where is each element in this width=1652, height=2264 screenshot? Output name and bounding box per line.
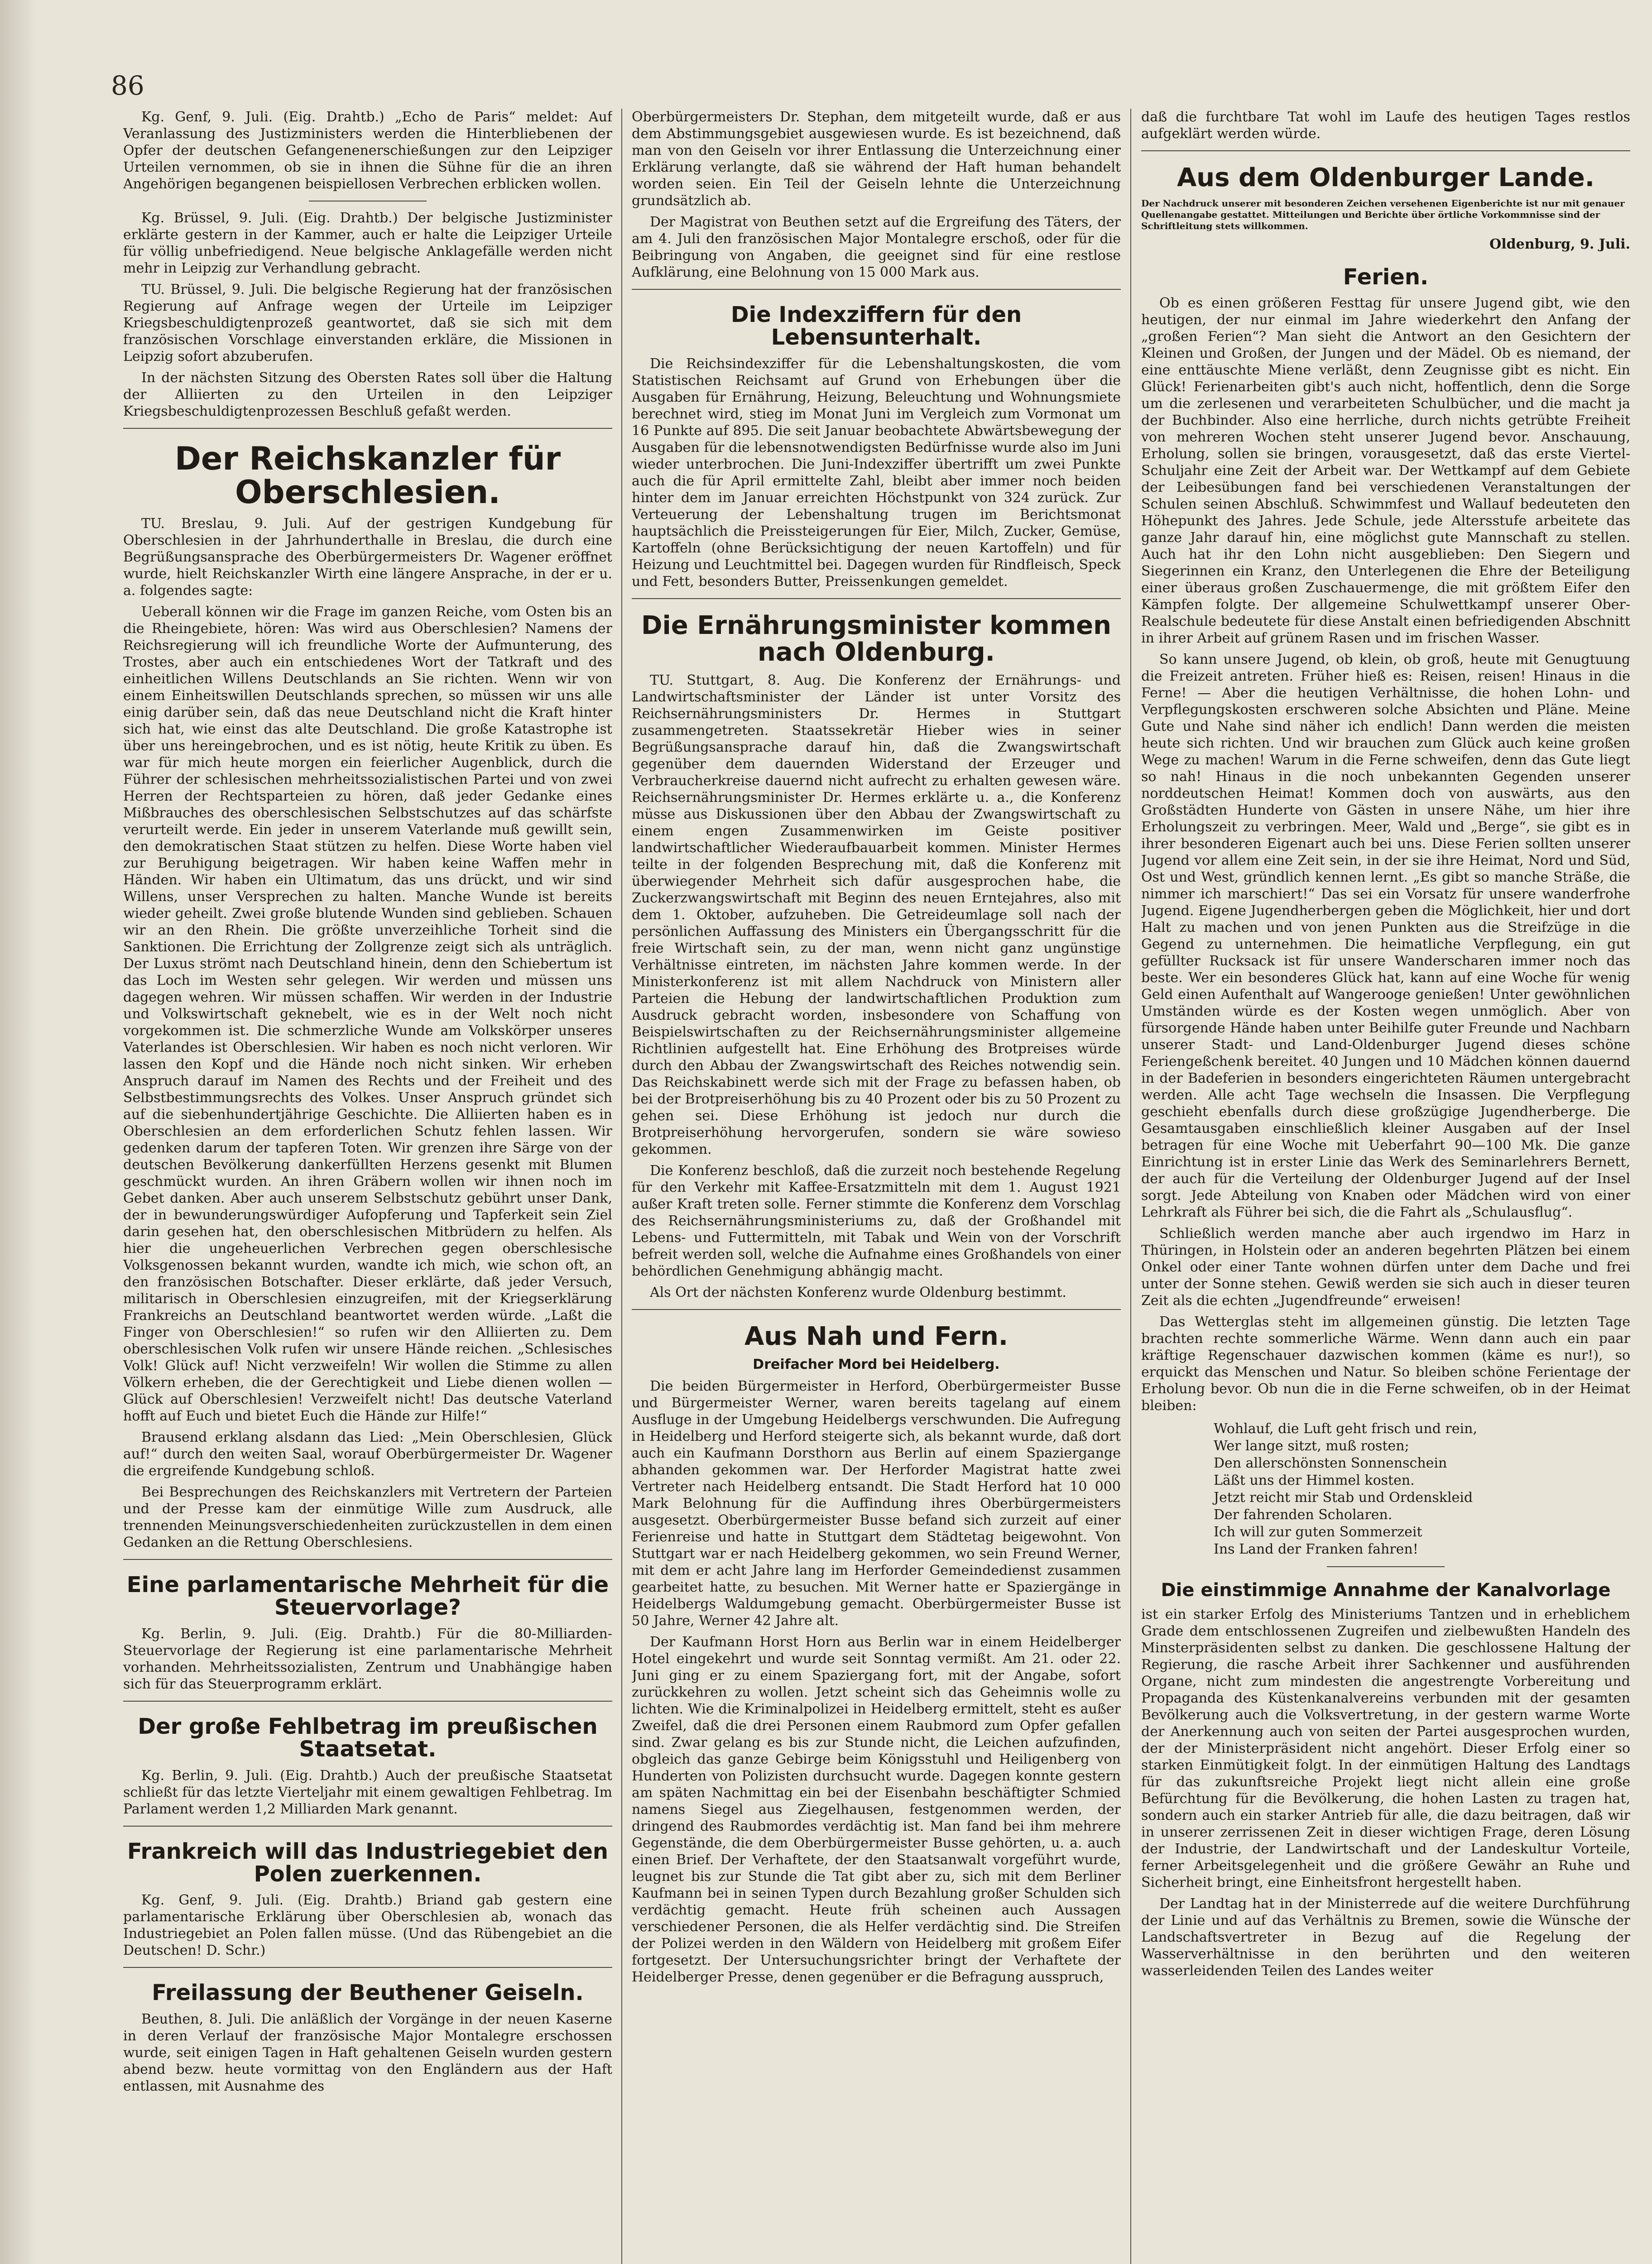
separator-rule (632, 1309, 1121, 1310)
article-paragraph: Kg. Berlin, 9. Juli. (Eig. Drahtb.) Auch der preußische Staatsetat schließt für das letzte Vierteljahr mit einem gewaltigen Fehlbetrag. Im Parlament werden 1,2 Milliarden Mark genannt. (123, 1767, 612, 1817)
article-paragraph: Der Kaufmann Horst Horn aus Berlin war in einem Heidelberger Hotel eingekehrt und wurde seit Sonntag vermißt. Am 21. oder 22. Juni ging er zu einem Spaziergang fort, mit der Angabe, sofort zurückkehren zu wollen. Jetzt scheint sich das Geheimnis wolle zu lichten. Wie die Kriminalpolizei in Heidelberg ermittelt, steht es außer Zweifel, daß die drei Personen einem Raubmord zum Opfer gefallen sind. Zwar gelang es bis zur Stunde nicht, die Leichen aufzufinden, obgleich das ganze Gebirge beim Königsstuhl und Heiligenberg von Hunderten von Polizisten durchsucht wurde. Dagegen konnte gestern am späten Nachmittag ein bei der Eisenbahn beschäftigter Schmied namens Siegel aus Ziegelhausen, festgenommen werden, der dringend des Raubmordes verdächtig ist. Man fand bei ihm mehrere Gegenstände, die dem Oberbürgermeister Busse gehörten, u. a. auch einen Brief. Der Verhaftete, der den Staatsanwalt vorgeführt wurde, leugnet bis zur Stunde die Tat gibt aber zu, sich mit dem Berliner Kaufmann bei in seinen Typen durch Bezahlung großer Schulden sich verdächtig gemacht. Heute früh scheinen auch Aussagen verschiedener Personen, die als Helfer verdächtig sind. Die Streifen der Polizei werden in den Wäldern von Heidelberg mit großem Eifer fortgesetzt. Der Untersuchungsrichter bringt der Verhaftete der Heidelberger Presse, denen gegenüber er die Befragung ausspruch, (632, 1634, 1121, 1986)
separator-rule (123, 1701, 612, 1702)
poem-line: Der fahrenden Scholaren. (1214, 1507, 1393, 1523)
article-paragraph: Die Reichsindexziffer für die Lebenshaltungskosten, die vom Statistischen Reichsamt auf Grund von Erhebungen über die Ausgaben für Ernährung, Heizung, Beleuchtung und Wohnungsmiete berechnet wird, stieg im Monat Juni im Vergleich zum Vormonat um 16 Punkte auf 895. Die seit Januar beobachtete Abwärtsbewegung der Ausgaben für die lebensnotwendigsten Bedürfnisse wurde also im Juni wieder unterbrochen. Die Juni-Indexziffer übertrifft um zwei Punkte auch die für April ermittelte Zahl, bleibt aber immer noch beiden hinter dem im Januar erreichten Höchstpunkt von 324 zurück. Zur Verteuerung der Lebenshaltung trugen im Berichtsmonat hauptsächlich die Preissteigerungen für Eier, Milch, Zucker, Gemüse, Kartoffeln (ohne Berücksichtigung der neuen Kartoffeln) und für Heizung und Leuchtmittel bei. Dagegen wurden für Rindfleisch, Speck und Fett, besonders Butter, Preissenkungen gemeldet. (632, 355, 1121, 590)
column-middle (632, 109, 1121, 2264)
separator-rule (123, 428, 612, 429)
poem-line: Ins Land der Franken fahren! (1214, 1541, 1418, 1558)
column-divider (1130, 109, 1131, 2264)
separator-rule (123, 1967, 612, 1968)
headline-aus-nah-und-fern: Aus Nah und Fern. (744, 1322, 1008, 1352)
headline-geiseln: Freilassung der Beuthener Geiseln. (152, 1980, 584, 2006)
article-paragraph: Kg. Brüssel, 9. Juli. (Eig. Drahtb.) Der belgische Justizminister erklärte gestern in der Kammer, auch er halte die Leipziger Urteile für völlig unbefriedigend. Neue belgische Anklagefälle werden nicht mehr in Leipzig zur Verhandlung gebracht. (123, 210, 612, 276)
poem-line: Läßt uns der Himmel kosten. (1214, 1473, 1415, 1489)
page-edge-shadow (0, 0, 36, 2264)
headline-staatsetat: Der große Fehlbetrag im preußischen Staatsetat. (138, 1713, 598, 1762)
article-paragraph: TU. Breslau, 9. Juli. Auf der gestrigen Kundgebung für Oberschlesien in der Jahrhunderthalle in Breslau, die durch eine Begrüßungsansprache des Oberbürgermeisters Dr. Wagener eröffnet wurde, hielt Reichskanzler Wirth eine längere Ansprache, in der er u. a. folgendes sagte: (123, 516, 612, 599)
reprint-notice: Der Nachdruck unserer mit besonderen Zeichen versehenen Eigenberichte ist nur mit genauer Quellenangabe gestattet. Mitteilungen und Berichte über örtliche Vorkommnisse sind der Schriftleitung stets willkommen. (1141, 197, 1625, 231)
article-paragraph: Beuthen, 8. Juli. Die anläßlich der Vorgänge in der neuen Kaserne in deren Verlauf der französische Major Montalegre erschossen wurde, seit einigen Tagen in Haft gehaltenen Geiseln wurden gestern abend bezw. heute vormittag von den Engländern aus der Haft entlassen, mit Ausnahme des (123, 2011, 612, 2094)
column-divider (621, 109, 622, 2264)
article-paragraph: In der nächsten Sitzung des Obersten Rates soll über die Haltung der Alliierten zu den Urteilen in den Leipziger Kriegsbeschuldigtenprozessen Beschluß gefaßt werden. (123, 370, 612, 419)
poem-line: Wer lange sitzt, muß rosten; (1214, 1438, 1409, 1454)
separator-rule (632, 598, 1121, 599)
separator-rule (1141, 150, 1630, 151)
column-right (1141, 109, 1630, 2264)
column-left (123, 109, 612, 2264)
article-paragraph: Kg. Berlin, 9. Juli. (Eig. Drahtb.) Für die 80-Milliarden-Steuervorlage der Regierung ist eine parlamentarische Mehrheit vorhanden. Mehrheitssozialisten, Zentrum und Unabhängige haben sich für das Steuerprogramm erklärt. (123, 1626, 612, 1692)
article-paragraph: Kg. Genf, 9. Juli. (Eig. Drahtb.) „Echo de Paris“ meldet: Auf Veranlassung des Justizministers werden die Hinterbliebenen der Opfer der deutschen Gefangenenerschießungen zur den Leipziger Urteilen vernommen, ob sie in ihnen die Sühne für die an ihren Angehörigen begangenen beispiellosen Verbrechen erblicken wollen. (123, 109, 612, 192)
article-paragraph: ist ein starker Erfolg des Ministeriums Tantzen und in erheblichem Grade dem entschlossenen Zugreifen und zielbewußten Handeln des Minsterpräsidenten selbst zu danken. Die geschlossene Haltung der Regierung, die rasche Arbeit ihrer Sachkenner und ausführenden Organe, nicht zum mindesten die angestrengte Vorbereitung und Propaganda des Küstenkanalvereins verbunden mit der gesamten Bevölkerung auch die Volksvertretung, in der gestern warme Worte der Anerkennung auch von seiten der Partei ausgesprochen wurden, der der Ministerpräsident nicht angehört. Dieser Erfolg einer so starken Einmütigkeit folgt. In der einmütigen Haltung des Landtags für das zukunftsreiche Projekt liegt nicht allein eine große Befürchtung für die Bevölkerung, die hohen Lasten zu tragen hat, sondern auch ein starker Antrieb für alle, die dazu beitragen, daß wir in unserer zerrissenen Zeit in dieser wichtigen Frage, deren Lösung der Industrie, der Landwirtschaft und der Landeskultur Vorteile, ferner Arbeitsgelegenheit und die größere Gewähr an Ruhe und Sicherheit bringt, eine Einheitsfront hergestellt haben. (1141, 1607, 1630, 1891)
headline-reichskanzler: Der Reichskanzler für Oberschlesien. (174, 440, 561, 511)
separator-rule (1327, 1566, 1445, 1567)
article-paragraph: So kann unsere Jugend, ob klein, ob groß, heute mit Genugtuung die Freizeit antreten. Früher hieß es: Reisen, reisen! Hinaus in die Ferne! — Aber die heutigen Verhältnisse, die hohen Lohn- und Verpflegungskosten erschweren solche Absichten und Pläne. Meine Gute und Nahe sind näher ich endlich! Dann werden die meisten heute sich richten. Und wir brauchen zum Glück auch keine großen Wege zu machen! Warum in die Ferne schweifen, denn das Gute liegt so nah! Hinaus in die noch unbekannten Gegenden unserer norddeutschen Heimat! Kommen doch von auswärts, aus den Großstädten Hunderte von Gästen in unsere Nähe, um hier ihre Erholungszeit zu verbringen. Meer, Wald und „Berge“, sie gibt es in ihrer besonderen Eigenart auch bei uns. Diese Ferien sollten unserer Jugend vor allem eine Zeit sein, in der sie ihre Heimat, Nord und Süd, Ost und West, gründlich kennen lernt. „Es gibt so manche Sträße, die nimmer ich marschiert!“ Das sei ein Vorsatz für unsere wanderfrohe Jugend. Eigene Jugendherbergen geben die Möglichkeit, hier und dort Halt zu machen und von jenen Punkten aus die Streifzüge in die Gegend zu unternehmen. Die heimatliche Verpflegung, ein gut gefüllter Rucksack ist für unsere Wanderscharen immer noch das beste. Wer ein besonderes Glück hat, kann auf eine Woche für wenig Geld einen Aufenthalt auf Wangerooge genießen! Unter gewöhnlichen Umständen würde es der Kosten wegen unmöglich. Aber von fürsorgende Hände haben unter Beihilfe guter Freunde und Nachbarn unserer Stadt- und Land-Oldenburger Jugend dieses schöne Feriengeßchenk bereitet. 40 Jungen und 10 Mädchen können dauernd in der Badeferien in besonders eingerichteten Räumen untergebracht werden. Alle acht Tage wechseln die Insassen. Die Verpflegung geschieht ebenfalls durch diese großzügige Jugendherberge. Die Gesamtausgaben einschließlich kleiner Ausgaben auf der Insel betragen für eine Woche mit Ueberfahrt 90—100 Mk. Die ganze Einrichtung ist in erster Linie das Werk des Seminarlehrers Bernett, der auch für die Verteilung der Oldenburger Jugend auf der Insel sorgt. Jede Abteilung von Knaben oder Mädchen wird von einer Lehrkraft als Führer bei sich, die die Fahrt als „Schulausflug“. (1141, 652, 1630, 1221)
poem-line: Den allerschönsten Sonnenschein (1214, 1455, 1447, 1472)
article-paragraph: TU. Brüssel, 9. Juli. Die belgische Regierung hat der französischen Regierung auf Anfrage wegen der Urteile im Leipziger Kriegsbeschuldigtenprozeß geantwortet, daß sie sich mit dem französischen Vorschlage einverstanden erkläre, die Missionen in Leipzig sofort abzuberufen. (123, 282, 612, 365)
article-paragraph: Schließlich werden manche aber auch irgendwo im Harz in Thüringen, in Holstein oder an anderen begehrten Plätzen bei einem Onkel oder einer Tante wohnen dürfen unter dem Dache und frei unter der Sonne stehen. Gewiß werden sie sich auch in dieser teuren Zeit als die echten „Jugendfreunde“ erweisen! (1141, 1226, 1630, 1309)
article-paragraph: Die Konferenz beschloß, daß die zurzeit noch bestehende Regelung für den Verkehr mit Kaffee-Ersatzmitteln mit dem 1. August 1921 außer Kraft treten solle. Ferner stimmte die Konferenz dem Vorschlag des Reichsernährungsministeriums zu, daß der Großhandel mit Lebens- und Futtermitteln, mit Tabak und Wein von der Vorschrift befreit werden soll, welche die Aufnahme eines Großhandels von einer behördlichen Genehmigung abhängig macht. (632, 1163, 1121, 1280)
headline-steuervorlage: Eine parlamentarische Mehrheit für die Steuervorlage? (126, 1572, 609, 1621)
page-number: 86 (111, 70, 144, 101)
dateline: Oldenburg, 9. Juli. (1489, 236, 1630, 252)
poem-line: Ich will zur guten Sommerzeit (1214, 1524, 1422, 1540)
article-paragraph: Kg. Genf, 9. Juli. (Eig. Drahtb.) Briand gab gestern eine parlamentarische Erklärung über Oberschlesien ab, wonach das Industriegebiet an Polen fallen müsse. (Und das Rübengebiet an die Deutschen! D. Schr.) (123, 1892, 612, 1959)
article-paragraph: Der Landtag hat in der Ministerrede auf die weitere Durchführung der Linie und auf das Verhältnis zu Bremen, sowie die Wünsche der Landschaftsvertreter in Bezug auf die Regelung der Wasserverhältnisse in den berührten und den weiteren wasserleidenden Teilen des Landes weiter (1141, 1896, 1630, 1979)
poem (1214, 1420, 1630, 1558)
article-paragraph: Ueberall können wir die Frage im ganzen Reiche, vom Osten bis an die Rheingebiete, hören: Was wird aus Oberschlesien? Namens der Reichsregierung will ich freundliche Worte der Aufmunterung, des Trostes, aber auch ein entschiedenes Wort der Tatkraft und des einheitlichen Willens Deutschlands an Sie richten. Wenn wir von einem Einheitswillen Deutschlands sprechen, so müssen wir uns alle einig darüber sein, daß das neue Deutschland nicht die Kraft hinter sich hat, wie einst das alte Deutschland. Die große Katastrophe ist über uns hereingebrochen, und es ist nötig, heute Kritik zu üben. Es war für mich heute morgen ein feierlicher Augenblick, durch die Führer der schlesischen mehrheitssozialistischen Partei und von zwei Herren der Rechtsparteien zu hören, daß jeder Gedanke eines Mißbrauches des oberschlesischen Selbstschutzes auf das schärfste verurteilt werde. Ein jeder in unserem Vaterlande muß gewillt sein, den demokratischen Staat stützen zu helfen. Diese Worte haben viel zur Beruhigung beigetragen. Wir haben keine Waffen mehr in Händen. Wir haben ein Ultimatum, das uns drückt, und wir sind Willens, unser Versprechen zu halten. Manche Wunde ist bereits wieder geheilt. Zwei große blutende Wunden sind geblieben. Schauen wir an den Rhein. Die größte unverzeihliche Torheit sind die Sanktionen. Die Errichtung der Zollgrenze zeigt sich als unträglich. Der Luxus strömt nach Deutschland hinein, denn den Schiebertum ist das Loch im Westen sehr gelegen. Wir werden und müssen uns dagegen wehren. Wir müssen schaffen. Wir werden in der Industrie und Volkswirtschaft geknebelt, wie es in der Welt noch nicht vorgekommen ist. Die schmerzliche Wunde am Volkskörper unseres Vaterlandes ist Oberschlesien. Wir haben es noch nicht verloren. Wir lassen den Kopf und die Hände noch nicht sinken. Wir erheben Anspruch darauf im Namen des Rechts und der Freiheit und des Selbstbestimmungsrechts des Volkes. Unser Anspruch gründet sich auf die siebenhundertjährige Geschichte. Die Alliierten haben es in Oberschlesien an dem erforderlichen Schutz fehlen lassen. Wir gedenken darum der tapferen Toten. Wir grenzen ihre Särge von der deutschen Bevölkerung dankerfüllten Herzens gesenkt mit Blumen geschmückt wurden. An ihren Gräbern wollen wir ihnen noch im Gebet danken. Aber auch unserem Selbstschutz gebührt unser Dank, der in bewunderungswürdiger Aufopferung und Tapferkeit sein Ziel darin gesehen hat, den oberschlesischen Mitbrüdern zu helfen. Als hier die ungeheuerlichen Verbrechen gegen oberschlesische Volksgenossen bekannt wurden, wandte ich mich, wie schon oft, an den französischen Botschafter. Dieser erklärte, daß jeder Versuch, militarisch in Oberschlesien einzugreifen, mit der Kriegserklärung Frankreichs an Deutschland beantwortet werden würde. „Laßt die Finger von Oberschlesien!“ so rufen wir den Alliierten zu. Dem oberschlesischen Volk rufen wir unsere Hände reichen. „Schlesisches Volk! Glück auf! Nicht verzweifeln! Wir wollen die Stimme zu allen Völkern erheben, die der Gerechtigkeit und Liebe dienen wollen — Glück auf Oberschlesien! Verzweifelt nicht! Das deutsche Vaterland hofft auf Euch und bietet Euch die Hände zur Hilfe!“ (123, 604, 612, 1424)
headline-ernaehrungsminister: Die Ernährungsminister kommen nach Oldenburg. (641, 610, 1111, 667)
headline-industriegebiet: Frankreich will das Industriegebiet den Polen zuerkennen. (127, 1838, 609, 1887)
article-paragraph: Das Wetterglas steht im allgemeinen günstig. Die letzten Tage brachten rechte sommerliche Wärme. Wenn dann auch ein paar kräftige Regenschauer dazwischen kommen (käme es nur!), so erquickt das Menschen und Natur. So bleiben schöne Ferientage der Erholung bevor. Ob nun die in die Ferne schweifen, ob in der Heimat bleiben: (1141, 1314, 1630, 1414)
article-paragraph: TU. Stuttgart, 8. Aug. Die Konferenz der Ernährungs- und Landwirtschaftsminister der Länder ist unter Vorsitz des Reichsernährungsministers Dr. Hermes in Stuttgart zusammengetreten. Staatssekretär Hieber wies in seiner Begrüßungsansprache darauf hin, daß die Zwangswirtschaft gegenüber dem dauernden Widerstand der Erzeuger und Verbraucherkreise dauernd nicht aufrecht zu erhalten gewesen wäre. Reichsernährungsminister Dr. Hermes erklärte u. a., die Konferenz müsse aus Diskussionen über den Abbau der Zwangswirtschaft zu einem engen Zusammenwirken im Geiste positiver landwirtschaftlicher Wiederaufbauarbeit kommen. Minister Hermes teilte in der folgenden Besprechung mit, daß die Konferenz mit überwiegender Mehrheit sich dafür ausgesprochen habe, die Zuckerzwangswirtschaft mit Beginn des neuen Erntejahres, also mit dem 1. Oktober, aufzuheben. Die Getreideumlage soll nach der persönlichen Auffassung des Ministers ein Übergangsschritt für die freie Wirtschaft sein, zu der man, wenn nicht ganz ungünstige Verhältnisse eintreten, im nächsten Jahre kommen werde. In der Ministerkonferenz ist mit allem Nachdruck von Ministern aller Parteien die Hebung der landwirtschaftlichen Produktion zum Ausdruck gebracht worden, insbesondere von Schaffung von Beispielswirtschaften zu der Reichsernährungsminister allgemeine Richtlinien aufgestellt hat. Eine Erhöhung des Brotpreises würde durch den Abbau der Zwangswirtschaft des Reiches notwendig sein. Das Reichskabinett werde sich mit der Frage zu befassen haben, ob bei der Brotpreiserhöhung bis zu 40 Prozent oder bis zu 50 Prozent zu gehen sei. Diese Erhöhung ist jedoch nur durch die Brotpreiserhöhung hervorgerufen, sondern sie wäre sowieso gekommen. (632, 672, 1121, 1158)
headline-indexziffern: Die Indexziffern für den Lebensunterhalt. (730, 302, 1022, 350)
separator-rule (632, 289, 1121, 290)
subheadline-dreifacher-mord: Dreifacher Mord bei Heidelberg. (753, 1357, 1000, 1373)
article-paragraph: Als Ort der nächsten Konferenz wurde Oldenburg bestimmt. (650, 1285, 1066, 1301)
article-paragraph: Bei Besprechungen des Reichskanzlers mit Vertretern der Parteien und der Presse kam der einmütige Wille zum Ausdruck, alle trennenden Meinungsverschiedenheiten zurückzustellen in dem einen Gedanken an die Rettung Oberschlesiens. (123, 1484, 612, 1550)
article-paragraph: Die beiden Bürgermeister in Herford, Oberbürgermeister Busse und Bürgermeister Werner, waren bereits tagelang auf einem Ausfluge in der Umgebung Heidelbergs verschwunden. Die Aufregung in Heidelberg und Herford steigerte sich, als bekannt wurde, daß dort auch ein Kaufmann Dorsthorn aus Berlin auf einem Spaziergange abhanden gekommen war. Der Herforder Magistrat hatte zwei Vertreter nach Heidelberg entsandt. Die Stadt Herford hat 10 000 Mark Belohnung für die Auffindung ihres Oberbürgermeisters ausgesetzt. Oberbürgermeister Busse befand sich zurzeit auf einer Ferienreise und hatte in Stuttgart dem Städtetag beigewohnt. Von Stuttgart war er nach Heidelberg gekommen, wo sein Freund Werner, mit dem er acht Jahre lang im Herforder Gemeindedienst zusammen gearbeitet hatte, zu besuchen. Mit Werner hatte er Spaziergänge in Heidelbergs Waldumgebung gemacht. Oberbürgermeister Busse ist 50 Jahre, Werner 42 Jahre alt. (632, 1378, 1121, 1629)
article-paragraph: Der Magistrat von Beuthen setzt auf die Ergreifung des Täters, der am 4. Juli den französischen Major Montalegre erschoß, oder für die Beibringung von Angaben, die geeignet sind für eine restlose Aufklärung, eine Belohnung von 15 000 Mark aus. (632, 214, 1121, 280)
poem-line: Wohlauf, die Luft geht frisch und rein, (1214, 1421, 1478, 1437)
article-paragraph: Brausend erklang alsdann das Lied: „Mein Oberschlesien, Glück auf!“ durch den weiten Saal, worauf Oberbürgermeister Dr. Wagener die ergreifende Kundgebung schloß. (123, 1429, 612, 1479)
headline-oldenburger-lande: Aus dem Oldenburger Lande. (1177, 163, 1595, 192)
subheadline-ferien: Ferien. (1343, 264, 1429, 290)
headline-kanalvorlage: Die einstimmige Annahme der Kanalvorlage (1161, 1580, 1611, 1601)
article-paragraph: Ob es einen größeren Festtag für unsere Jugend gibt, wie den heutigen, der nur einmal im Jahre wiederkehrt den Anfang der „großen Ferien“? Man sieht die Antwort an den Gesichtern der Kleinen und Großen, der Jungen und der Mädel. Ob es niemand, der eine enttäuschte Miene verläßt, denn Zeugnisse gibt es nicht. Ein Glück! Ferienarbeiten gibt's auch nicht, hoffentlich, denn die Sorge um die zerlesenen und verarbeiteten Schulbücher, und die macht ja der Buchbinder. Also eine herrliche, durch nichts getrübte Freiheit von mehreren Wochen steht unserer Jugend bevor. Anschauung, Erholung, sollen sie bringen, vorausgesetzt, daß das erste Viertel-Schuljahr eine Zeit der Arbeit war. Der Wettkampf auf dem Gebiete der Leibesübungen fand bei verschiedenen Veranstaltungen der Schulen seinen Abschluß. Schwimmfest und Wallauf bedeuteten den Höhepunkt des Jahres. Jede Schule, jede Altersstufe arbeitete das ganze Jahr darauf hin, eine möglichst gute Mannschaft zu stellen. Auch hat ihr den Lohn nicht ausgeblieben: Den Siegern und Siegerinnen ein Kranz, den Unterlegenen die Ehre der Beteiligung einer überaus großen Zuschauermenge, die mit größtem Eifer den Kämpfen folgte. Der allgemeine Schulwettkampf unserer Ober-Realschule bedeutete für diese Anstalt einen befriedigenden Abschnitt in ihrer Arbeit auf grünem Rasen und im frischen Wasser. (1141, 295, 1630, 647)
article-paragraph: daß die furchtbare Tat wohl im Laufe des heutigen Tages restlos aufgeklärt werden würde. (1141, 109, 1630, 142)
separator-rule (123, 1559, 612, 1560)
separator-rule (123, 1826, 612, 1827)
poem-line: Jetzt reicht mir Stab und Ordenskleid (1214, 1490, 1473, 1506)
article-paragraph: Oberbürgermeisters Dr. Stephan, dem mitgeteilt wurde, daß er aus dem Abstimmungsgebiet ausgewiesen wurde. Es ist bezeichnend, daß man von den Geiseln vor ihrer Entlassung die Unterzeichnung einer Erklärung verlangte, daß sie während der Haft human behandelt worden seien. Ein Teil der Geiseln lehnte die Unterzeichnung grundsätzlich ab. (632, 109, 1121, 209)
